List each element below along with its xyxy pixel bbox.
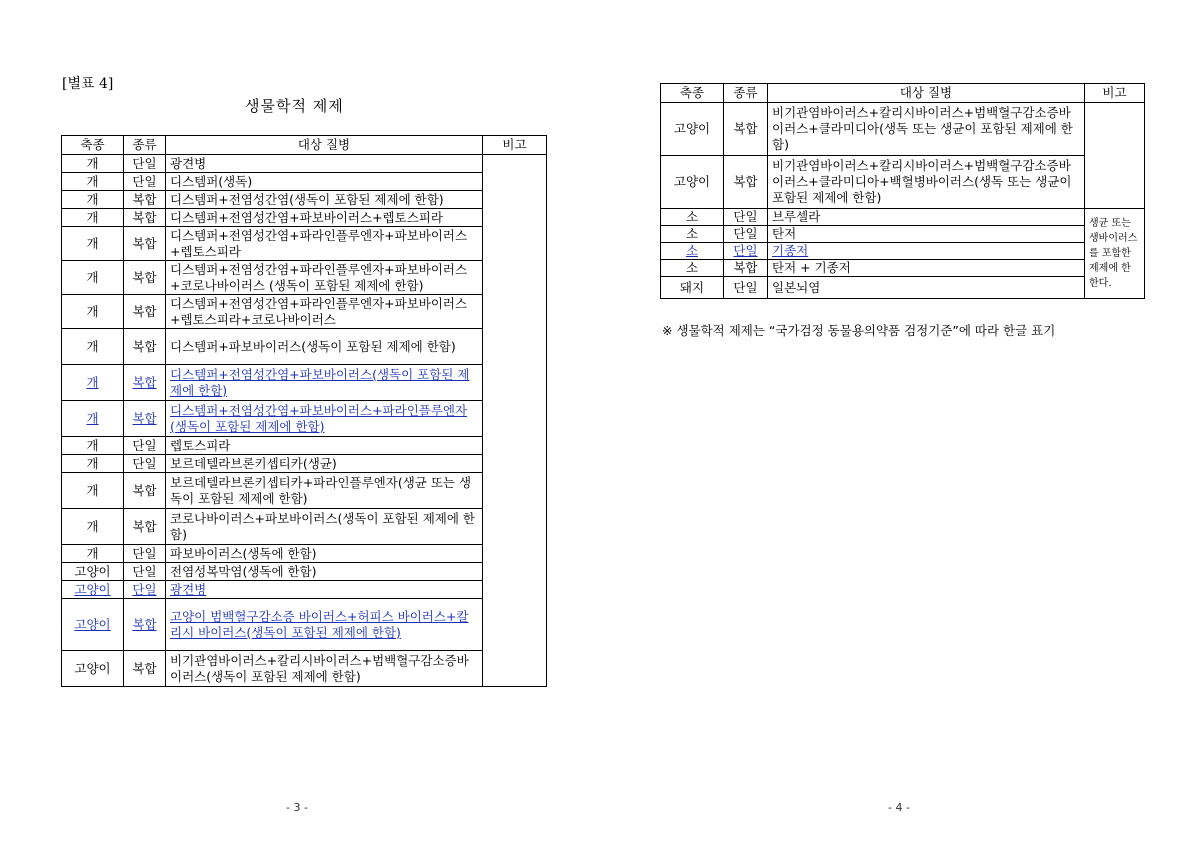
cell-disease (768, 243, 1085, 260)
disease-text: 일본뇌염 (772, 279, 821, 295)
cell-species: 고양이 (62, 563, 124, 581)
document-title: 생물학적 제제 (245, 97, 344, 115)
disease-text: 브루셀라 (772, 209, 821, 224)
table-row (62, 563, 547, 581)
disease-text: 비기관염바이러스+칼리시바이러스+범백혈구감소증바이러스+클라미디아(생독 또는 생균이 포함된 제제에 한함) (772, 105, 1073, 152)
cell-type: 단일 (124, 173, 166, 191)
table-row (62, 155, 547, 173)
cell-disease (768, 260, 1085, 277)
cell-disease (166, 329, 483, 365)
header-type: 종류 (124, 136, 166, 155)
disease-text: 비기관염바이러스+칼리시바이러스+범백혈구감소증바이러스+클라미디아+백혈병바이러스(생독 또는 생균이 포함된 제제에 한함) (772, 158, 1072, 205)
cell-type: 단일 (124, 155, 166, 173)
cell-type: 복합 (124, 227, 166, 261)
cell-type: 복합 (124, 365, 166, 401)
header-remarks: 비고 (483, 136, 547, 155)
cell-disease (166, 191, 483, 209)
cell-species: 개 (62, 261, 124, 295)
disease-text: 비기관염바이러스+칼리시바이러스+범백혈구감소증바이러스(생독이 포함된 제제에 한함) (170, 652, 469, 684)
cell-disease (166, 545, 483, 563)
cell-disease (166, 173, 483, 191)
page-number: - 3 - (286, 801, 308, 814)
disease-text: 디스템퍼+전염성간염+파라인플루엔자+파보바이러스+렙토스피라 (170, 227, 468, 259)
table-row (62, 651, 547, 687)
table-row (62, 473, 547, 509)
table-row (62, 191, 547, 209)
disease-text: 기종저 (772, 243, 809, 258)
disease-text: 디스템퍼+전염성간염+파라인플루엔자+파보바이러스+렙토스피라+코로나바이러스 (170, 295, 468, 327)
disease-text: 디스템퍼+전염성간염+파보바이러스+파라인플루엔자(생독이 포함된 제제에 한함) (170, 402, 468, 434)
disease-text: 디스템퍼(생독) (170, 173, 253, 189)
cell-remarks (483, 155, 547, 687)
cell-disease (166, 437, 483, 455)
table-row (661, 209, 1145, 226)
disease-text: 탄저 (772, 226, 797, 241)
cell-type: 단일 (124, 437, 166, 455)
cell-disease (166, 581, 483, 599)
cell-type: 단일 (724, 243, 768, 260)
cell-disease (166, 209, 483, 227)
cell-type: 복합 (124, 509, 166, 545)
vaccine-table-left (61, 135, 547, 687)
cell-disease (166, 509, 483, 545)
cell-species: 소 (661, 226, 724, 243)
cell-disease (166, 295, 483, 329)
cell-species: 개 (62, 437, 124, 455)
disease-text: 디스템퍼+전염성간염+파보바이러스(생독이 포함된 제제에 한함) (170, 366, 470, 398)
cell-species: 개 (62, 545, 124, 563)
cell-remarks (1085, 103, 1145, 209)
table-row (62, 509, 547, 545)
disease-text: 디스템퍼+전염성간염(생독이 포함된 제제에 한함) (170, 191, 444, 207)
cell-disease (166, 401, 483, 437)
cell-disease (166, 365, 483, 401)
cell-species: 개 (62, 295, 124, 329)
cell-type: 복합 (124, 295, 166, 329)
table-row-amended (661, 243, 1145, 260)
cell-type: 복합 (124, 261, 166, 295)
cell-type: 복합 (124, 329, 166, 365)
cell-species: 개 (62, 365, 124, 401)
cell-species: 개 (62, 191, 124, 209)
table-row-amended (62, 401, 547, 437)
cell-type: 단일 (124, 581, 166, 599)
cell-species: 돼지 (661, 277, 724, 299)
cell-type: 복합 (124, 401, 166, 437)
disease-text: 디스템퍼+전염성간염+파라인플루엔자+파보바이러스+코로나바이러스 (생독이 포함된 제제에 한함) (170, 261, 468, 293)
remarks-note: 생균 또는 생바이러스를 포함한 제제에 한한다. (1085, 209, 1145, 299)
cell-type: 단일 (124, 563, 166, 581)
disease-text: 탄저 + 기종저 (772, 260, 851, 275)
header-species: 축종 (62, 136, 124, 155)
disease-text: 고양이 범백혈구감소증 바이러스+허피스 바이러스+칼리시 바이러스(생독이 포함된 제제에 한함) (170, 608, 469, 640)
cell-species: 고양이 (62, 581, 124, 599)
cell-disease (166, 261, 483, 295)
appendix-label: [별표 4] (62, 76, 114, 92)
cell-species: 개 (62, 209, 124, 227)
cell-species: 개 (62, 329, 124, 365)
table-row (62, 261, 547, 295)
cell-disease (768, 103, 1085, 156)
cell-species: 개 (62, 455, 124, 473)
table-row (661, 226, 1145, 243)
cell-disease (768, 209, 1085, 226)
cell-disease (166, 455, 483, 473)
disease-text: 보르데텔라브론키셉티카(생균) (170, 455, 337, 471)
cell-disease (166, 651, 483, 687)
header-disease: 대상 질병 (768, 84, 1085, 103)
table-row (661, 277, 1145, 299)
cell-type: 복합 (724, 103, 768, 156)
cell-disease (768, 156, 1085, 209)
cell-disease (166, 563, 483, 581)
disease-text: 코로나바이러스+파보바이러스(생독이 포함된 제제에 한함) (170, 510, 475, 542)
disease-text: 보르데텔라브론키셉티카+파라인플루엔자(생균 또는 생독이 포함된 제제에 한함) (170, 474, 472, 506)
disease-text: 렙토스피라 (170, 437, 231, 453)
table-row (62, 295, 547, 329)
cell-type: 단일 (724, 226, 768, 243)
cell-species: 고양이 (661, 103, 724, 156)
cell-type: 단일 (724, 209, 768, 226)
table-row (62, 329, 547, 365)
disease-text: 디스템퍼+전염성간염+파보바이러스+렙토스피라 (170, 209, 443, 225)
cell-species: 개 (62, 401, 124, 437)
table-header-row (62, 136, 547, 155)
page-number: - 4 - (888, 801, 910, 814)
disease-text: 파보바이러스(생독에 한함) (170, 545, 317, 561)
table-row (661, 156, 1145, 209)
vaccine-table-right (660, 83, 1145, 299)
table-row (661, 260, 1145, 277)
cell-species: 고양이 (62, 599, 124, 651)
cell-type: 복합 (124, 651, 166, 687)
table-row-amended (62, 581, 547, 599)
cell-disease (166, 155, 483, 173)
header-type: 종류 (724, 84, 768, 103)
disease-text: 광견병 (170, 581, 207, 597)
cell-type: 단일 (724, 277, 768, 299)
cell-disease (768, 226, 1085, 243)
table-row (661, 103, 1145, 156)
table-row (62, 173, 547, 191)
header-remarks: 비고 (1085, 84, 1145, 103)
header-species: 축종 (661, 84, 724, 103)
cell-type: 단일 (124, 455, 166, 473)
cell-disease (166, 473, 483, 509)
cell-species: 개 (62, 509, 124, 545)
cell-species: 개 (62, 227, 124, 261)
table-row-amended (62, 365, 547, 401)
right-page (600, 0, 1200, 848)
table-row (62, 545, 547, 563)
disease-text: 디스템퍼+파보바이러스(생독이 포함된 제제에 한함) (170, 338, 456, 354)
cell-type: 복합 (124, 599, 166, 651)
cell-type: 복합 (724, 156, 768, 209)
cell-species: 고양이 (661, 156, 724, 209)
cell-type: 복합 (724, 260, 768, 277)
cell-disease (166, 599, 483, 651)
cell-type: 복합 (124, 191, 166, 209)
cell-species: 소 (661, 243, 724, 260)
cell-species: 개 (62, 155, 124, 173)
cell-species: 개 (62, 473, 124, 509)
disease-text: 광견병 (170, 155, 207, 171)
cell-type: 단일 (124, 545, 166, 563)
cell-species: 고양이 (62, 651, 124, 687)
cell-species: 소 (661, 209, 724, 226)
table-row (62, 209, 547, 227)
table-row-amended (62, 599, 547, 651)
cell-disease (768, 277, 1085, 299)
table-row (62, 227, 547, 261)
cell-species: 소 (661, 260, 724, 277)
table-header-row (661, 84, 1145, 103)
cell-type: 복합 (124, 209, 166, 227)
table-row (62, 437, 547, 455)
footnote: ※ 생물학적 제제는 “국가검정 동물용의약품 검정기준”에 따라 한글 표기 (662, 323, 1056, 338)
table-row (62, 455, 547, 473)
cell-type: 복합 (124, 473, 166, 509)
disease-text: 전염성복막염(생독에 한함) (170, 563, 317, 579)
cell-disease (166, 227, 483, 261)
header-disease: 대상 질병 (166, 136, 483, 155)
cell-species: 개 (62, 173, 124, 191)
